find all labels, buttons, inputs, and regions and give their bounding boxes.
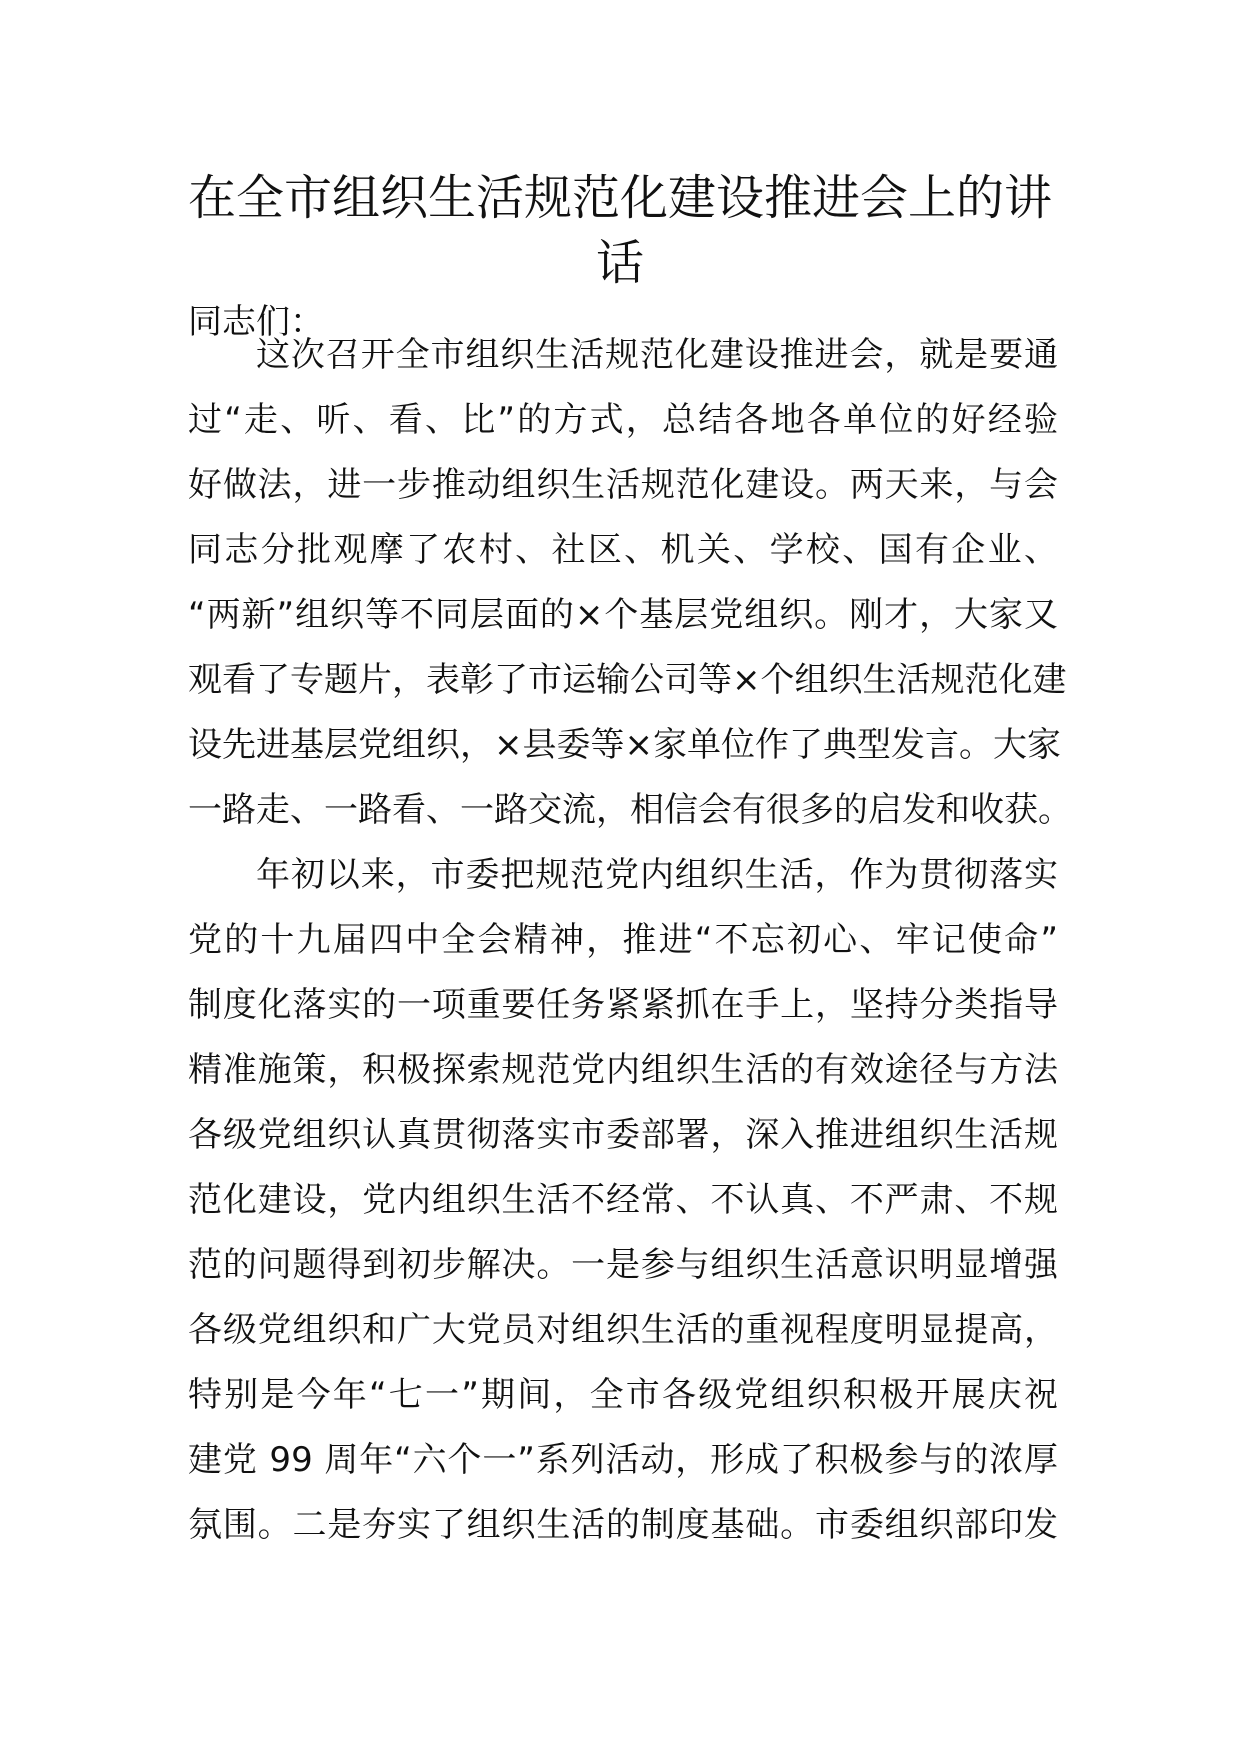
paragraph-1 <box>188 323 1072 843</box>
paragraph-line: 党的十九届四中全会精神，推进“不忘初心、牢记使命” <box>188 920 1058 960</box>
paragraph-2 <box>188 843 1058 1558</box>
paragraph-line: 范化建设，党内组织生活不经常、不认真、不严肃、不规 <box>188 1180 1058 1220</box>
paragraph-line: 建党 99 周年“六个一”系列活动，形成了积极参与的浓厚 <box>188 1440 1058 1480</box>
paragraph-line: 一路走、一路看、一路交流，相信会有很多的启发和收获。 <box>188 790 1072 830</box>
paragraph-line: 过“走、听、看、比”的方式，总结各地各单位的好经验 <box>188 400 1058 440</box>
paragraph-line: “两新”组织等不同层面的×个基层党组织。刚才，大家又 <box>188 595 1058 635</box>
paragraph-line: 观看了专题片，表彰了市运输公司等×个组织生活规范化建 <box>188 660 1067 700</box>
paragraph-line: 各级党组织认真贯彻落实市委部署，深入推进组织生活规 <box>188 1115 1058 1155</box>
paragraph-line: 特别是今年“七一”期间，全市各级党组织积极开展庆祝 <box>188 1375 1058 1415</box>
paragraph-line: 精准施策，积极探索规范党内组织生活的有效途径与方法 <box>188 1050 1058 1090</box>
salutation: 同志们： <box>188 302 324 342</box>
paragraph-line: 年初以来，市委把规范党内组织生活，作为贯彻落实 <box>256 855 1058 895</box>
paragraph-line: 设先进基层党组织，×县委等×家单位作了典型发言。大家 <box>188 725 1061 765</box>
paragraph-line: 这次召开全市组织生活规范化建设推进会，就是要通 <box>256 335 1058 375</box>
paragraph-line: 各级党组织和广大党员对组织生活的重视程度明显提高， <box>188 1310 1058 1350</box>
document-title-line-2: 话 <box>595 235 644 291</box>
paragraph-line: 范的问题得到初步解决。一是参与组织生活意识明显增强 <box>188 1245 1058 1285</box>
paragraph-line: 制度化落实的一项重要任务紧紧抓在手上，坚持分类指导 <box>188 985 1058 1025</box>
paragraph-line: 同志分批观摩了农村、社区、机关、学校、国有企业、 <box>188 530 1058 570</box>
paragraph-line: 好做法，进一步推动组织生活规范化建设。两天来，与会 <box>188 465 1058 505</box>
document-title-line-1: 在全市组织生活规范化建设推进会上的讲 <box>187 170 1052 226</box>
paragraph-line: 氛围。二是夯实了组织生活的制度基础。市委组织部印发 <box>188 1505 1058 1545</box>
